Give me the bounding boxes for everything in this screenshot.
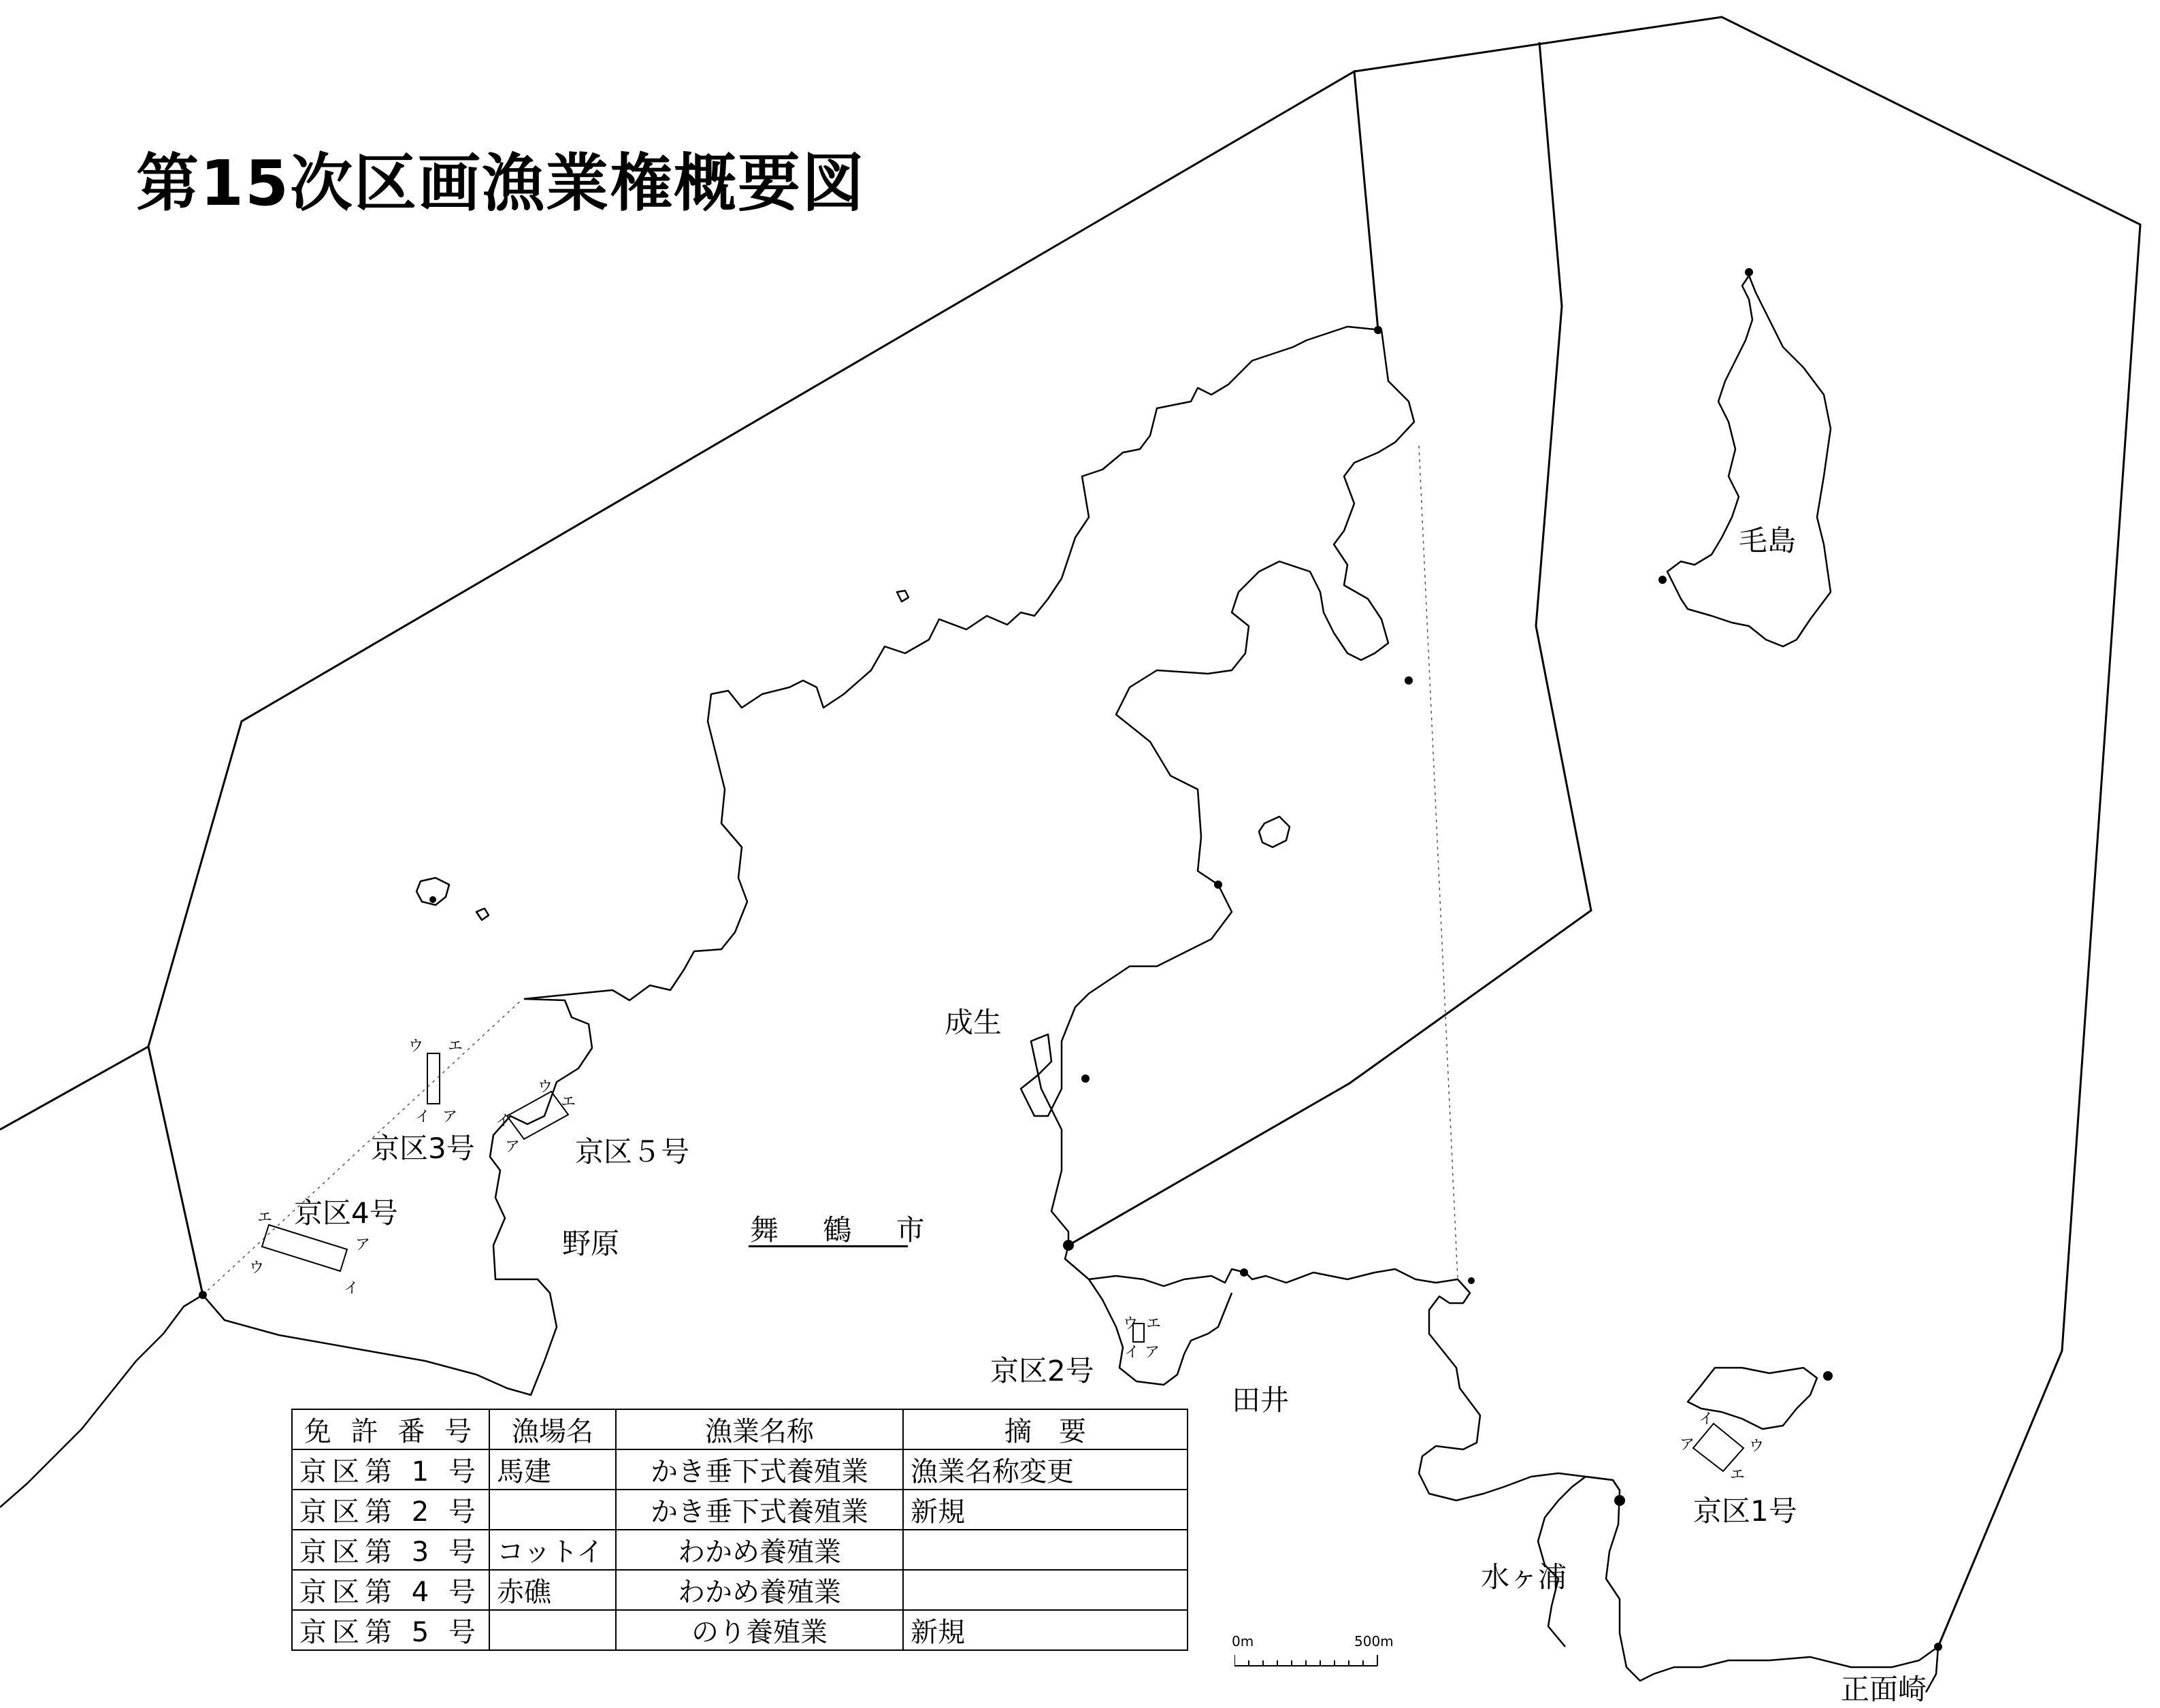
marker-rock-1 <box>1405 676 1413 685</box>
dotted-lines <box>203 446 1458 1295</box>
map-title: 第15次区画漁業権概要図 <box>136 147 866 220</box>
marker-west-end <box>199 1291 207 1299</box>
marker-mizugaura <box>1614 1495 1625 1506</box>
fishery-boundaries <box>0 17 2140 1647</box>
central-boundary <box>1354 17 2140 1647</box>
cell-fishing-ground: コットイ <box>489 1530 616 1570</box>
cell-license-no: 京区第 2 号 <box>292 1490 489 1530</box>
header-license-no: 免 許 番 号 <box>292 1409 489 1449</box>
place-keshima: 毛島 <box>1739 524 1797 557</box>
cell-remarks: 新規 <box>903 1610 1188 1650</box>
place-shomenzaki: 正面崎 <box>1841 1673 1927 1706</box>
table-header-row <box>292 1409 1188 1449</box>
zone-rect-5 <box>507 1091 568 1139</box>
zone2-mark-u: ウ <box>1123 1315 1139 1332</box>
island-center <box>1259 817 1290 847</box>
zone-label-2: 京区2号 <box>990 1354 1094 1387</box>
zone2-mark-i: イ <box>1124 1344 1140 1361</box>
west-boundary-south <box>148 1047 203 1295</box>
zone5-mark-e: エ <box>561 1094 576 1111</box>
cell-fishing-ground <box>489 1490 616 1530</box>
place-nohara: 野原 <box>562 1227 620 1260</box>
zone-label-1: 京区1号 <box>1693 1494 1797 1528</box>
marker-keshima-n <box>1745 268 1753 276</box>
central-divider <box>1068 42 1591 1245</box>
cell-fishing-ground: 赤礁 <box>489 1570 616 1610</box>
scale-end-label: 500m <box>1354 1633 1394 1649</box>
west-boundary <box>0 71 1378 1130</box>
zone1-mark-i: イ <box>1699 1411 1714 1428</box>
marker-junction <box>1063 1240 1074 1251</box>
zone1-mark-e: エ <box>1730 1466 1746 1483</box>
scale-ticks <box>1234 1651 1398 1678</box>
city-underline <box>749 1245 908 1247</box>
zone-rect-4 <box>262 1225 347 1271</box>
table-row <box>292 1530 1188 1570</box>
marker-rock-2 <box>1214 881 1222 889</box>
header-fishery-name: 漁業名称 <box>616 1409 903 1449</box>
place-tai: 田井 <box>1232 1383 1290 1417</box>
zone-label-4: 京区4号 <box>294 1196 398 1230</box>
cell-fishery-name: かき垂下式養殖業 <box>616 1490 903 1530</box>
marker-tai-rock <box>1240 1268 1248 1277</box>
zone2-mark-e: エ <box>1146 1315 1162 1332</box>
cell-remarks <box>903 1530 1188 1570</box>
island-north <box>897 591 909 602</box>
marker-keshima-w <box>1658 576 1667 584</box>
place-mizugaura: 水ヶ浦 <box>1481 1560 1567 1594</box>
place-narifu: 成生 <box>945 1006 1002 1039</box>
zone5-mark-u: ウ <box>538 1079 553 1096</box>
table-row <box>292 1490 1188 1530</box>
marker-island-west <box>429 896 436 903</box>
zone3-mark-i: イ <box>415 1108 431 1126</box>
cell-license-no: 京区第 3 号 <box>292 1530 489 1570</box>
zone3-mark-u: ウ <box>408 1038 424 1055</box>
cell-fishery-name: のり養殖業 <box>616 1610 903 1650</box>
zone-rect-3 <box>427 1053 440 1104</box>
header-fishing-ground: 漁場名 <box>489 1409 616 1449</box>
table-row <box>292 1449 1188 1490</box>
cell-fishing-ground <box>489 1610 616 1650</box>
place-maizuru-city: 舞 鶴 市 <box>750 1213 943 1247</box>
zone4-mark-u: ウ <box>249 1260 265 1277</box>
cell-fishery-name: わかめ養殖業 <box>616 1570 903 1610</box>
cell-fishery-name: わかめ養殖業 <box>616 1530 903 1570</box>
cell-license-no: 京区第 4 号 <box>292 1570 489 1610</box>
zone1-mark-u: ウ <box>1749 1438 1765 1455</box>
zone-label-3: 京区3号 <box>371 1132 475 1165</box>
header-remarks: 摘 要 <box>903 1409 1188 1449</box>
cell-remarks: 漁業名称変更 <box>903 1449 1188 1490</box>
table-row <box>292 1570 1188 1610</box>
cell-license-no: 京区第 5 号 <box>292 1610 489 1650</box>
zone1-mark-a: ア <box>1680 1436 1695 1454</box>
scale-start-label: 0m <box>1232 1633 1254 1649</box>
zone3-mark-e: エ <box>448 1038 463 1055</box>
cell-remarks: 新規 <box>903 1490 1188 1530</box>
license-table <box>291 1409 1188 1651</box>
zone4-mark-e: エ <box>257 1209 273 1226</box>
cell-fishing-ground: 馬建 <box>489 1449 616 1490</box>
cell-remarks <box>903 1570 1188 1610</box>
marker-shomenzaki <box>1934 1643 1942 1651</box>
marker-east-lobe <box>1823 1371 1833 1381</box>
zone-label-5: 京区５号 <box>575 1135 690 1168</box>
zone5-mark-a: ア <box>505 1138 521 1155</box>
marker-east-rock <box>1468 1277 1475 1284</box>
dotted-line-east <box>1419 446 1458 1279</box>
zone2-mark-a: ア <box>1145 1344 1160 1361</box>
island-west-2 <box>476 908 489 920</box>
keshima-island <box>1667 276 1831 646</box>
coast-north-main <box>524 327 1381 1000</box>
cell-fishery-name: かき垂下式養殖業 <box>616 1449 903 1490</box>
zone4-mark-a: ア <box>355 1236 371 1253</box>
table-row <box>292 1610 1188 1650</box>
zone3-mark-a: ア <box>442 1108 458 1126</box>
marker-boundary-n <box>1374 326 1382 334</box>
marker-rock-3 <box>1081 1074 1090 1083</box>
zone4-mark-i: イ <box>344 1280 359 1297</box>
cell-license-no: 京区第 1 号 <box>292 1449 489 1490</box>
zone5-mark-i: イ <box>495 1113 511 1130</box>
